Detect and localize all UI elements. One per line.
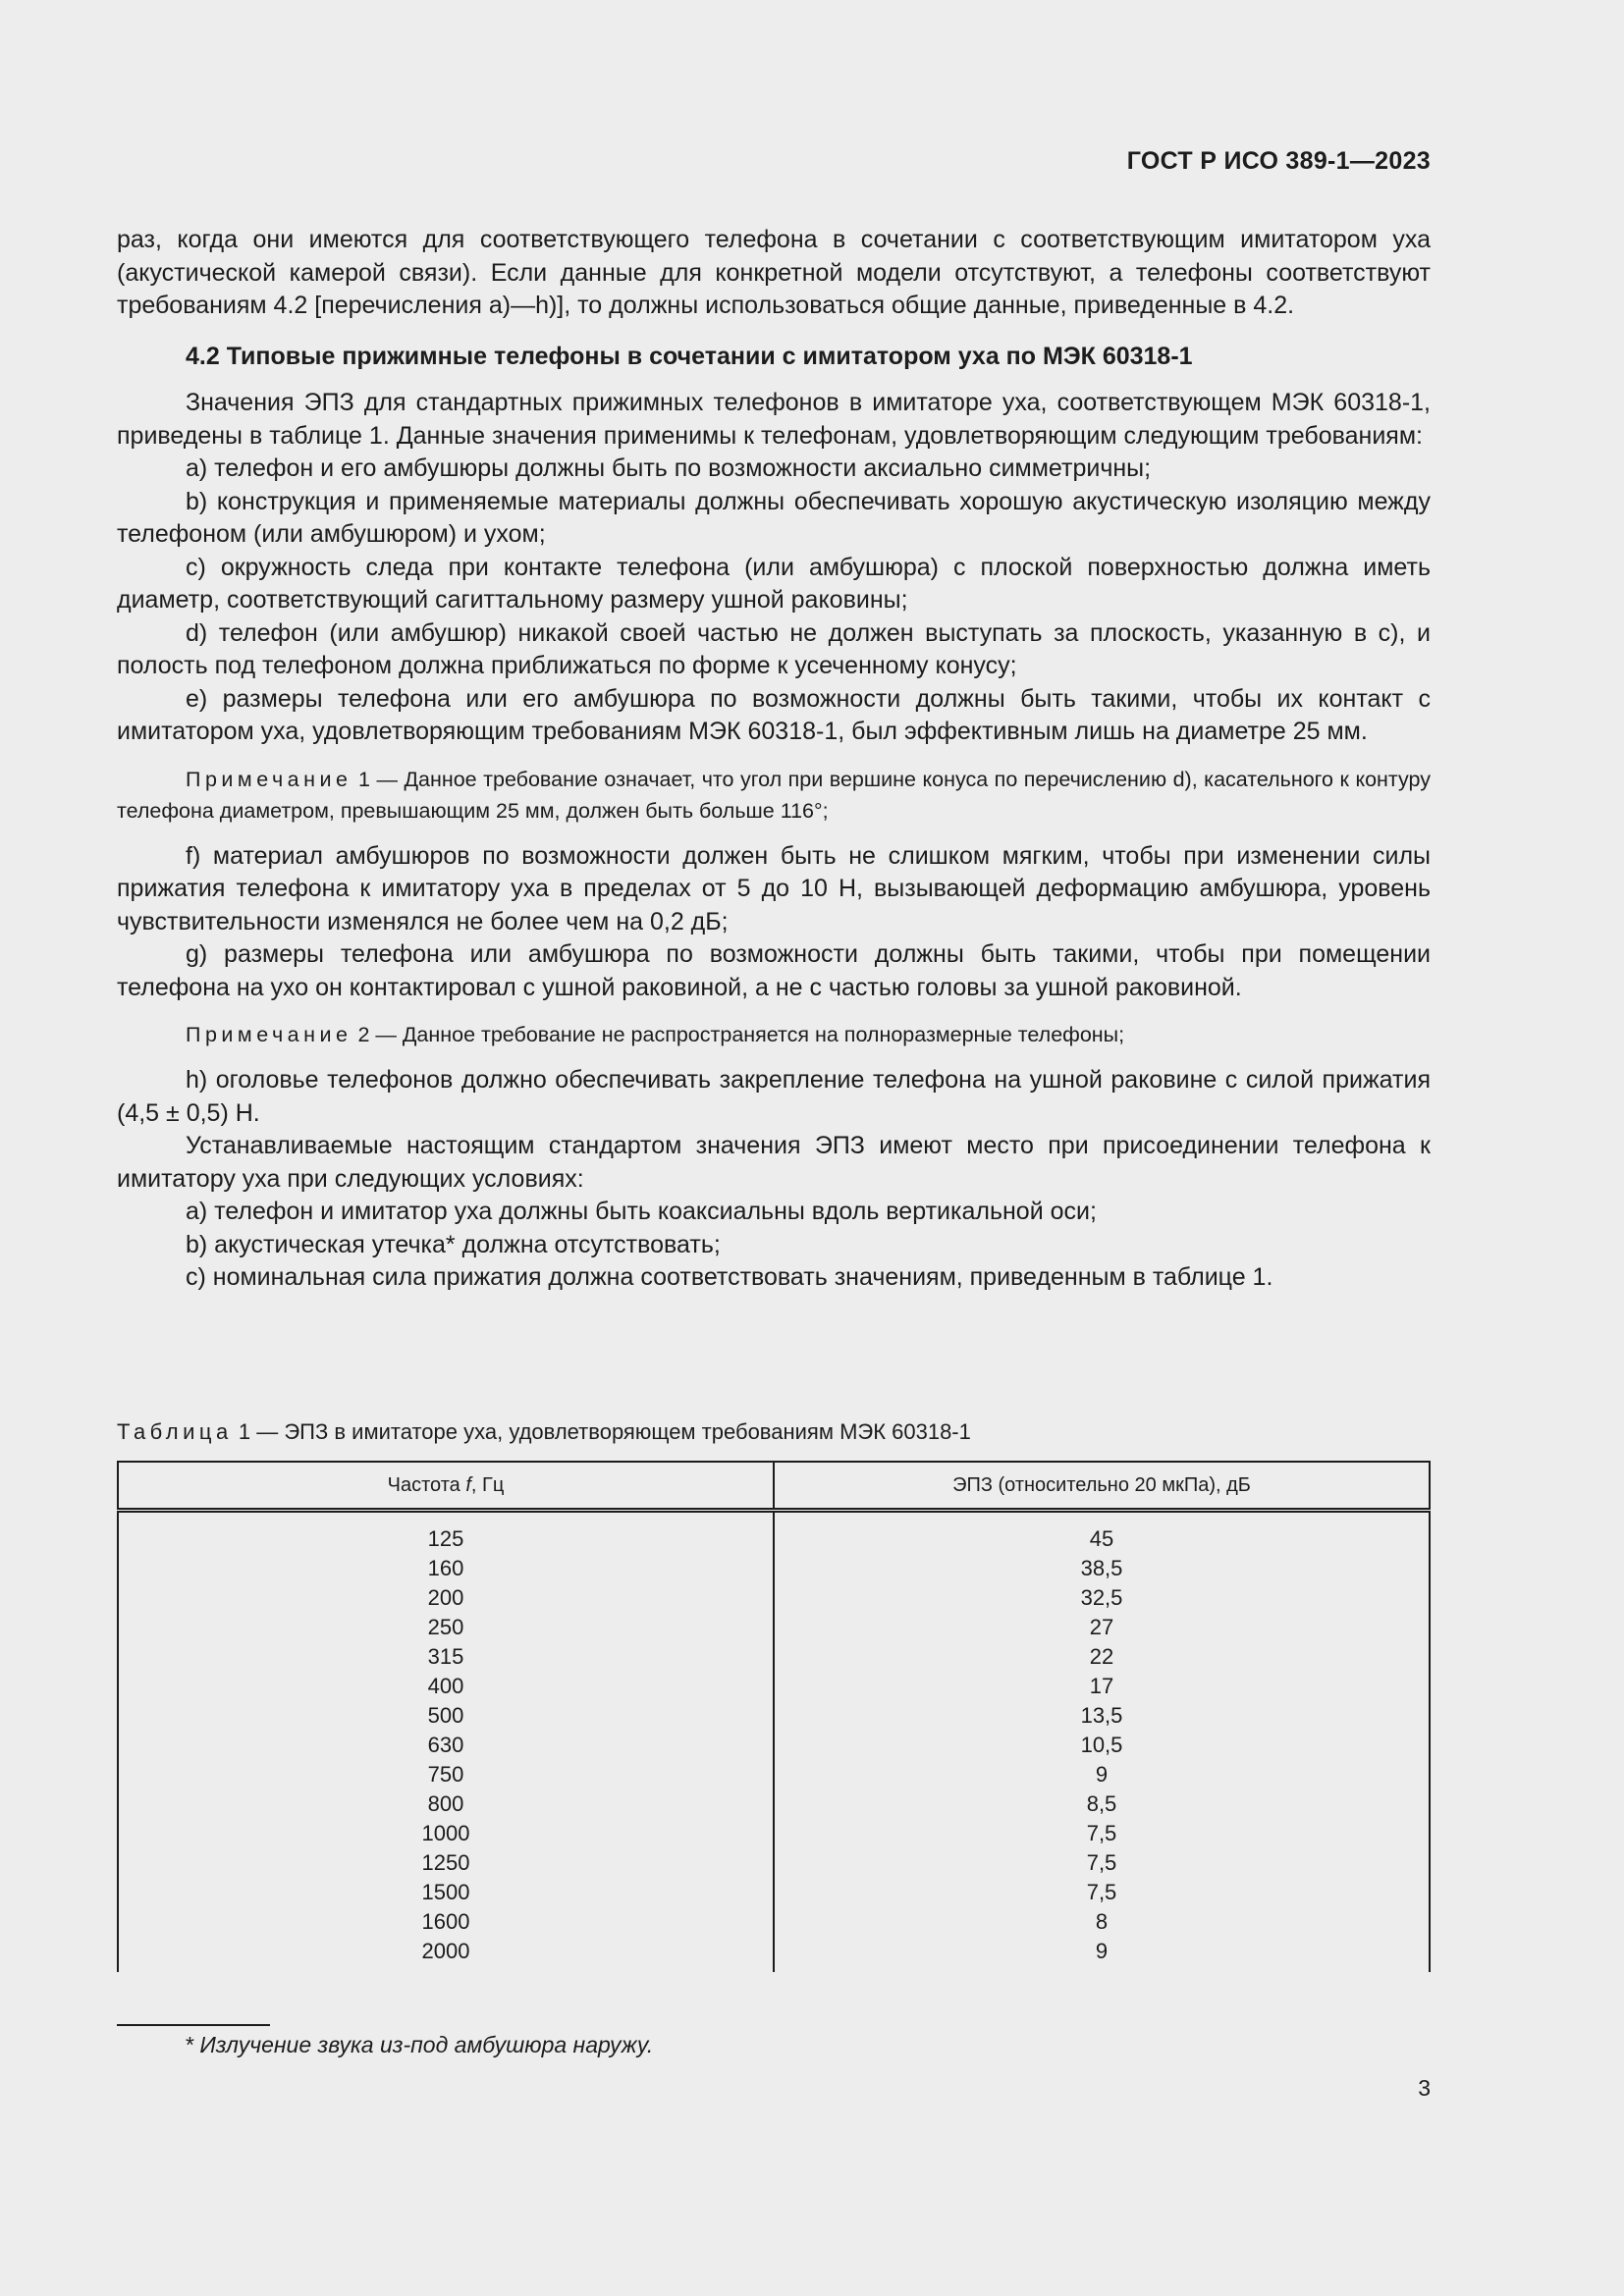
table-row — [118, 1760, 1430, 1789]
table-caption — [117, 1419, 971, 1445]
paragraph-intro: Значения ЭПЗ для стандартных прижимных телефонов в имитаторе уха, соответствующем МЭК 60318-1, приведены в таблице 1. Данные значения применимы к телефонам, удовлетворяющим следующим требованиям: — [117, 389, 1431, 450]
list-item-h: h) оголовье телефонов должно обеспечивать закрепление телефона на ушной раковине с силой прижатия (4,5 ± 0,5) Н. — [117, 1066, 1431, 1127]
list-item-a: a) телефон и его амбушюры должны быть по возможности аксиально симметричны; — [186, 454, 1152, 482]
table-row — [118, 1672, 1430, 1701]
level-cell: 13,5 — [774, 1701, 1430, 1731]
note-1-text: 1 — Данное требование означает, что угол при вершине конуса по перечислению d), касательного к контуру телефона диаметром, превышающим 25 мм, должен быть больше 116°; — [117, 767, 1431, 823]
footnote: * Излучение звука из-под амбушюра наружу. — [185, 2032, 654, 2057]
frequency-cell: 800 — [118, 1789, 774, 1819]
list-item-d: d) телефон (или амбушюр) никакой своей частью не должен выступать за плоскость, указанную в с), и полость под телефоном должна приближаться по форме к усеченному конусу; — [117, 618, 1431, 679]
note-2 — [117, 1019, 1431, 1050]
level-cell: 9 — [774, 1937, 1430, 1972]
table-row — [118, 1848, 1430, 1878]
table-row — [118, 1907, 1430, 1937]
column-header-frequency: Частота f, Гц — [118, 1462, 774, 1511]
table-row — [118, 1789, 1430, 1819]
note-2-label: Примечание — [186, 1023, 352, 1046]
level-cell: 32,5 — [774, 1583, 1430, 1613]
frequency-cell: 2000 — [118, 1937, 774, 1972]
table-caption-text: 1 — ЭПЗ в имитаторе уха, удовлетворяющем требованиям МЭК 60318-1 — [238, 1419, 971, 1444]
body-text — [117, 224, 1431, 1295]
level-cell: 7,5 — [774, 1819, 1430, 1848]
level-cell: 9 — [774, 1760, 1430, 1789]
table-row — [118, 1819, 1430, 1848]
level-cell: 7,5 — [774, 1878, 1430, 1907]
table-row — [118, 1554, 1430, 1583]
page-number: 3 — [1418, 2075, 1431, 2101]
condition-c: c) номинальная сила прижатия должна соответствовать значениям, приведенным в таблице 1. — [186, 1263, 1273, 1291]
level-cell: 8,5 — [774, 1789, 1430, 1819]
level-cell: 22 — [774, 1642, 1430, 1672]
frequency-cell: 500 — [118, 1701, 774, 1731]
note-2-text: 2 — Данное требование не распространяется на полноразмерные телефоны; — [357, 1023, 1125, 1046]
table-row — [118, 1642, 1430, 1672]
table-caption-label: Таблица — [117, 1419, 233, 1444]
table-row — [118, 1878, 1430, 1907]
frequency-cell: 750 — [118, 1760, 774, 1789]
condition-b: b) акустическая утечка* должна отсутствовать; — [186, 1230, 721, 1258]
frequency-cell: 1600 — [118, 1907, 774, 1937]
footnote-separator — [117, 2024, 270, 2026]
table-header-row — [118, 1462, 1430, 1511]
list-item-c: c) окружность следа при контакте телефона (или амбушюра) с плоской поверхностью должна иметь диаметр, соответствующий сагиттальному размеру ушной раковины; — [117, 553, 1431, 614]
level-cell: 10,5 — [774, 1731, 1430, 1760]
data-table — [117, 1461, 1431, 1972]
level-cell: 17 — [774, 1672, 1430, 1701]
table-row — [118, 1731, 1430, 1760]
paragraph-continuation: раз, когда они имеются для соответствующего телефона в сочетании с соответствующим имитатором уха (акустической камерой связи). Если данные для конкретной модели отсутствуют, а телефоны соответствуют требованиям 4.2 [перечисления а)—h)], то должны использоваться общие данные, приведенные в 4.2. — [117, 226, 1431, 319]
section-title: 4.2 Типовые прижимные телефоны в сочетании с имитатором уха по МЭК 60318-1 — [186, 342, 1193, 370]
table-row — [118, 1937, 1430, 1972]
level-cell: 45 — [774, 1511, 1430, 1555]
frequency-cell: 160 — [118, 1554, 774, 1583]
level-cell: 7,5 — [774, 1848, 1430, 1878]
condition-a: a) телефон и имитатор уха должны быть коаксиальны вдоль вертикальной оси; — [186, 1198, 1097, 1225]
table-row — [118, 1613, 1430, 1642]
table-row — [118, 1511, 1430, 1555]
frequency-cell: 200 — [118, 1583, 774, 1613]
level-cell: 8 — [774, 1907, 1430, 1937]
table-row — [118, 1701, 1430, 1731]
level-cell: 27 — [774, 1613, 1430, 1642]
frequency-cell: 400 — [118, 1672, 774, 1701]
list-item-f: f) материал амбушюров по возможности должен быть не слишком мягким, чтобы при изменении силы прижатия телефона к имитатору уха в пределах от 5 до 10 Н, вызывающей деформацию амбушюра, уровень чувствительности изменялся не более чем на 0,2 дБ; — [117, 841, 1431, 935]
table-row — [118, 1583, 1430, 1613]
list-item-g: g) размеры телефона или амбушюра по возможности должны быть такими, чтобы при помещении телефона на ухо он контактировал с ушной раковиной, а не с частью головы за ушной раковиной. — [117, 940, 1431, 1001]
list-item-e: e) размеры телефона или его амбушюра по возможности должны быть такими, чтобы их контакт с имитатором уха, удовлетворяющим требованиям МЭК 60318-1, был эффективным лишь на диаметре 25 мм. — [117, 684, 1431, 745]
document-code-header: ГОСТ Р ИСО 389-1—2023 — [1126, 147, 1431, 175]
list-item-b: b) конструкция и применяемые материалы должны обеспечивать хорошую акустическую изоляцию между телефоном (или амбушюром) и ухом; — [117, 487, 1431, 548]
frequency-cell: 250 — [118, 1613, 774, 1642]
column-header-level: ЭПЗ (относительно 20 мкПа), дБ — [774, 1462, 1430, 1511]
frequency-cell: 315 — [118, 1642, 774, 1672]
frequency-cell: 125 — [118, 1511, 774, 1555]
paragraph-conditions: Устанавливаемые настоящим стандартом значения ЭПЗ имеют место при присоединении телефона к имитатору уха при следующих условиях: — [117, 1132, 1431, 1193]
note-1-label: Примечание — [186, 767, 352, 791]
frequency-cell: 1250 — [118, 1848, 774, 1878]
level-cell: 38,5 — [774, 1554, 1430, 1583]
frequency-cell: 1500 — [118, 1878, 774, 1907]
note-1 — [117, 764, 1431, 827]
frequency-cell: 1000 — [118, 1819, 774, 1848]
frequency-cell: 630 — [118, 1731, 774, 1760]
